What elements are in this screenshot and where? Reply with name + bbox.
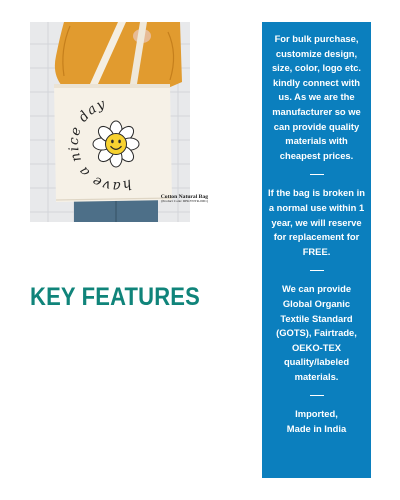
tote-bag-illustration xyxy=(30,22,190,222)
certification-note: We can provide Global Organic Textile Standard (GOTS), Fairtrade, OEKO-TEX quality/labeled materials. xyxy=(276,283,357,382)
divider xyxy=(310,174,324,175)
divider xyxy=(310,395,324,396)
product-code: (Product Code: DEKYNTR-0001) xyxy=(161,199,208,204)
key-features-heading: KEY FEATURES xyxy=(30,283,200,311)
bag-slogan-text: have a nice day xyxy=(65,95,134,195)
divider xyxy=(310,270,324,271)
origin-note: Imported, Made in India xyxy=(286,408,347,435)
bulk-purchase-note: For bulk purchase, customize design, size, color, logo etc. kindly connect with us. As we are the manufacturer so we can provide quality materials with cheapest prices. xyxy=(271,33,362,161)
replacement-note: If the bag is broken in a normal use within 1 year, we will reserve for replacement for FREE. xyxy=(268,187,365,257)
product-name: Cotton Natural Bag xyxy=(160,194,208,200)
daisy-icon xyxy=(93,121,139,167)
product-caption xyxy=(138,194,208,204)
product-photo xyxy=(30,22,208,222)
info-panel xyxy=(262,22,371,478)
